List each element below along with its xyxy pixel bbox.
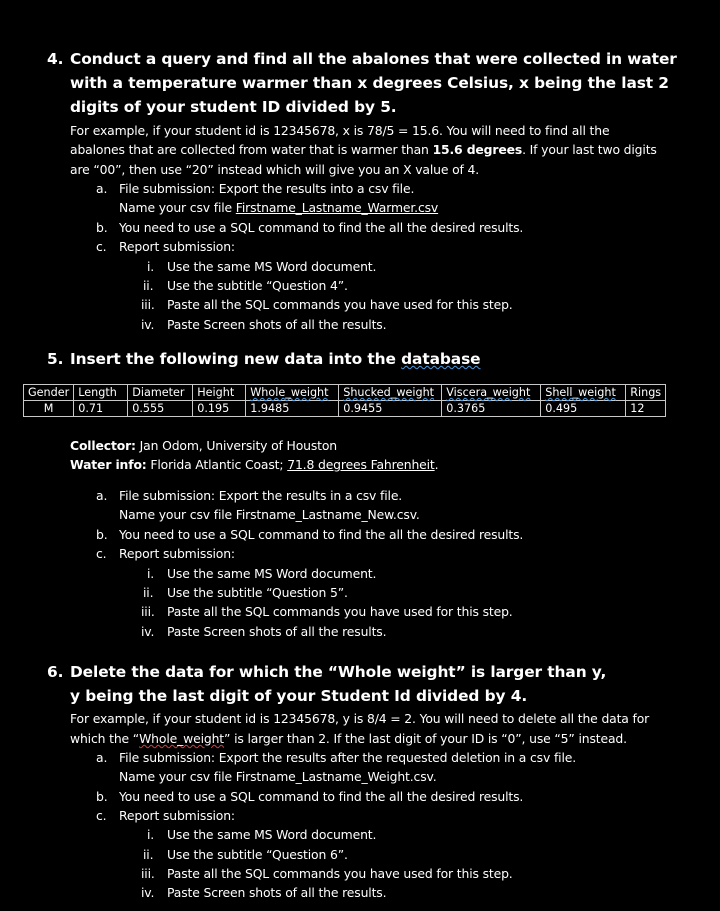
q6-whole-weight-term: Whole_weight [139, 731, 225, 746]
cell-shucked-weight: 0.9455 [339, 401, 442, 417]
cell-gender: M [24, 401, 74, 417]
q6-sub-iv-text: Paste Screen shots of all the results. [167, 885, 387, 900]
table-header-row [24, 385, 666, 401]
q5-water-info: Water info: Florida Atlantic Coast; 71.8 degrees Fahrenheit. [70, 457, 439, 472]
q6-c-marker: c. [96, 808, 107, 823]
q4-threshold: 15.6 degrees [432, 142, 523, 157]
q4-para-line-2: abalones that are collected from water that is warmer than 15.6 degrees. If your last two digits [70, 142, 657, 157]
q5-sub-ii-marker: ii. [143, 585, 154, 600]
new-data-table [23, 384, 666, 417]
q4-sub-ii-marker: ii. [143, 278, 154, 293]
q4-filename: Firstname_Lastname_Warmer.csv [235, 200, 439, 215]
q6-a-line-1: File submission: Export the results after the requested deletion in a csv file. [119, 750, 577, 765]
q5-c-marker: c. [96, 546, 107, 561]
q4-c-text: Report submission: [119, 239, 235, 254]
q6-sub-iii-marker: iii. [141, 866, 155, 881]
col-header-rings: Rings [626, 385, 666, 401]
q4-heading-line-1: Conduct a query and find all the abalones that were collected in water [70, 50, 677, 68]
q4-b-text: You need to use a SQL command to find the all the desired results. [119, 220, 524, 235]
q6-a-line-2: Name your csv file Firstname_Lastname_Weight.csv. [119, 769, 437, 784]
cell-rings: 12 [626, 401, 666, 417]
q4-sub-iii-text: Paste all the SQL commands you have used for this step. [167, 297, 513, 312]
col-header-diameter: Diameter [128, 385, 193, 401]
col-header-shucked-weight: Shucked_weight [339, 385, 442, 401]
q4-sub-i-text: Use the same MS Word document. [167, 259, 377, 274]
q6-a-marker: a. [96, 750, 108, 765]
q4-b-marker: b. [96, 220, 108, 235]
q4-sub-iv-marker: iv. [141, 317, 155, 332]
q5-b-text: You need to use a SQL command to find the all the desired results. [119, 527, 524, 542]
q4-heading-line-2: with a temperature warmer than x degrees Celsius, x being the last 2 [70, 74, 669, 92]
q5-a-line-2: Name your csv file Firstname_Lastname_New.csv. [119, 507, 420, 522]
q6-b-marker: b. [96, 789, 108, 804]
cell-length: 0.71 [74, 401, 128, 417]
col-header-height: Height [193, 385, 246, 401]
q4-number: 4. [47, 50, 64, 68]
q6-b-text: You need to use a SQL command to find the all the desired results. [119, 789, 524, 804]
q5-number: 5. [47, 350, 64, 368]
q5-water-temp: 71.8 degrees Fahrenheit [287, 457, 435, 472]
q5-sub-i-text: Use the same MS Word document. [167, 566, 377, 581]
q6-sub-iii-text: Paste all the SQL commands you have used for this step. [167, 866, 513, 881]
q5-sub-ii-text: Use the subtitle “Question 5”. [167, 585, 348, 600]
q4-sub-iv-text: Paste Screen shots of all the results. [167, 317, 387, 332]
q5-heading: Insert the following new data into the database [70, 350, 481, 368]
col-header-whole-weight: Whole_weight [246, 385, 339, 401]
q5-sub-iv-text: Paste Screen shots of all the results. [167, 624, 387, 639]
q5-b-marker: b. [96, 527, 108, 542]
q4-sub-ii-text: Use the subtitle “Question 4”. [167, 278, 348, 293]
q5-sub-i-marker: i. [147, 566, 155, 581]
q6-sub-ii-text: Use the subtitle “Question 6”. [167, 847, 348, 862]
q5-collector: Collector: Jan Odom, University of Houston [70, 438, 338, 453]
q4-sub-iii-marker: iii. [141, 297, 155, 312]
q6-heading-line-1: Delete the data for which the “Whole weight” is larger than y, [70, 663, 607, 681]
q4-sub-i-marker: i. [147, 259, 155, 274]
col-header-length: Length [74, 385, 128, 401]
q5-a-marker: a. [96, 488, 108, 503]
q4-heading-line-3: digits of your student ID divided by 5. [70, 98, 397, 116]
q5-c-text: Report submission: [119, 546, 235, 561]
cell-height: 0.195 [193, 401, 246, 417]
col-header-viscera-weight: Viscera_weight [442, 385, 541, 401]
q4-a-marker: a. [96, 181, 108, 196]
q4-a-line-1: File submission: Export the results into a csv file. [119, 181, 415, 196]
q6-sub-ii-marker: ii. [143, 847, 154, 862]
q6-sub-i-marker: i. [147, 827, 155, 842]
q6-number: 6. [47, 663, 64, 681]
q6-sub-iv-marker: iv. [141, 885, 155, 900]
q4-a-line-2: Name your csv file Firstname_Lastname_Warmer.csv [119, 200, 439, 215]
q6-c-text: Report submission: [119, 808, 235, 823]
col-header-gender: Gender [24, 385, 74, 401]
q4-c-marker: c. [96, 239, 107, 254]
q6-heading-line-2: y being the last digit of your Student Id divided by 4. [70, 687, 528, 705]
q4-para-line-3: are “00”, then use “20” instead which will give you an X value of 4. [70, 162, 480, 177]
cell-diameter: 0.555 [128, 401, 193, 417]
q5-heading-database: database [401, 350, 481, 368]
q5-a-line-1: File submission: Export the results in a csv file. [119, 488, 403, 503]
cell-whole-weight: 1.9485 [246, 401, 339, 417]
cell-shell-weight: 0.495 [541, 401, 626, 417]
col-header-shell-weight: Shell_weight [541, 385, 626, 401]
cell-viscera-weight: 0.3765 [442, 401, 541, 417]
q5-sub-iii-text: Paste all the SQL commands you have used for this step. [167, 604, 513, 619]
q6-para-line-2: which the “Whole_weight” is larger than 2. If the last digit of your ID is “0”, use “5” instead. [70, 731, 627, 746]
q6-para-line-1: For example, if your student id is 12345678, y is 8/4 = 2. You will need to delete all the data for [70, 711, 650, 726]
q4-para-line-1: For example, if your student id is 12345678, x is 78/5 = 15.6. You will need to find all the [70, 123, 610, 138]
q5-sub-iv-marker: iv. [141, 624, 155, 639]
q6-sub-i-text: Use the same MS Word document. [167, 827, 377, 842]
table-row [24, 401, 666, 417]
q5-sub-iii-marker: iii. [141, 604, 155, 619]
